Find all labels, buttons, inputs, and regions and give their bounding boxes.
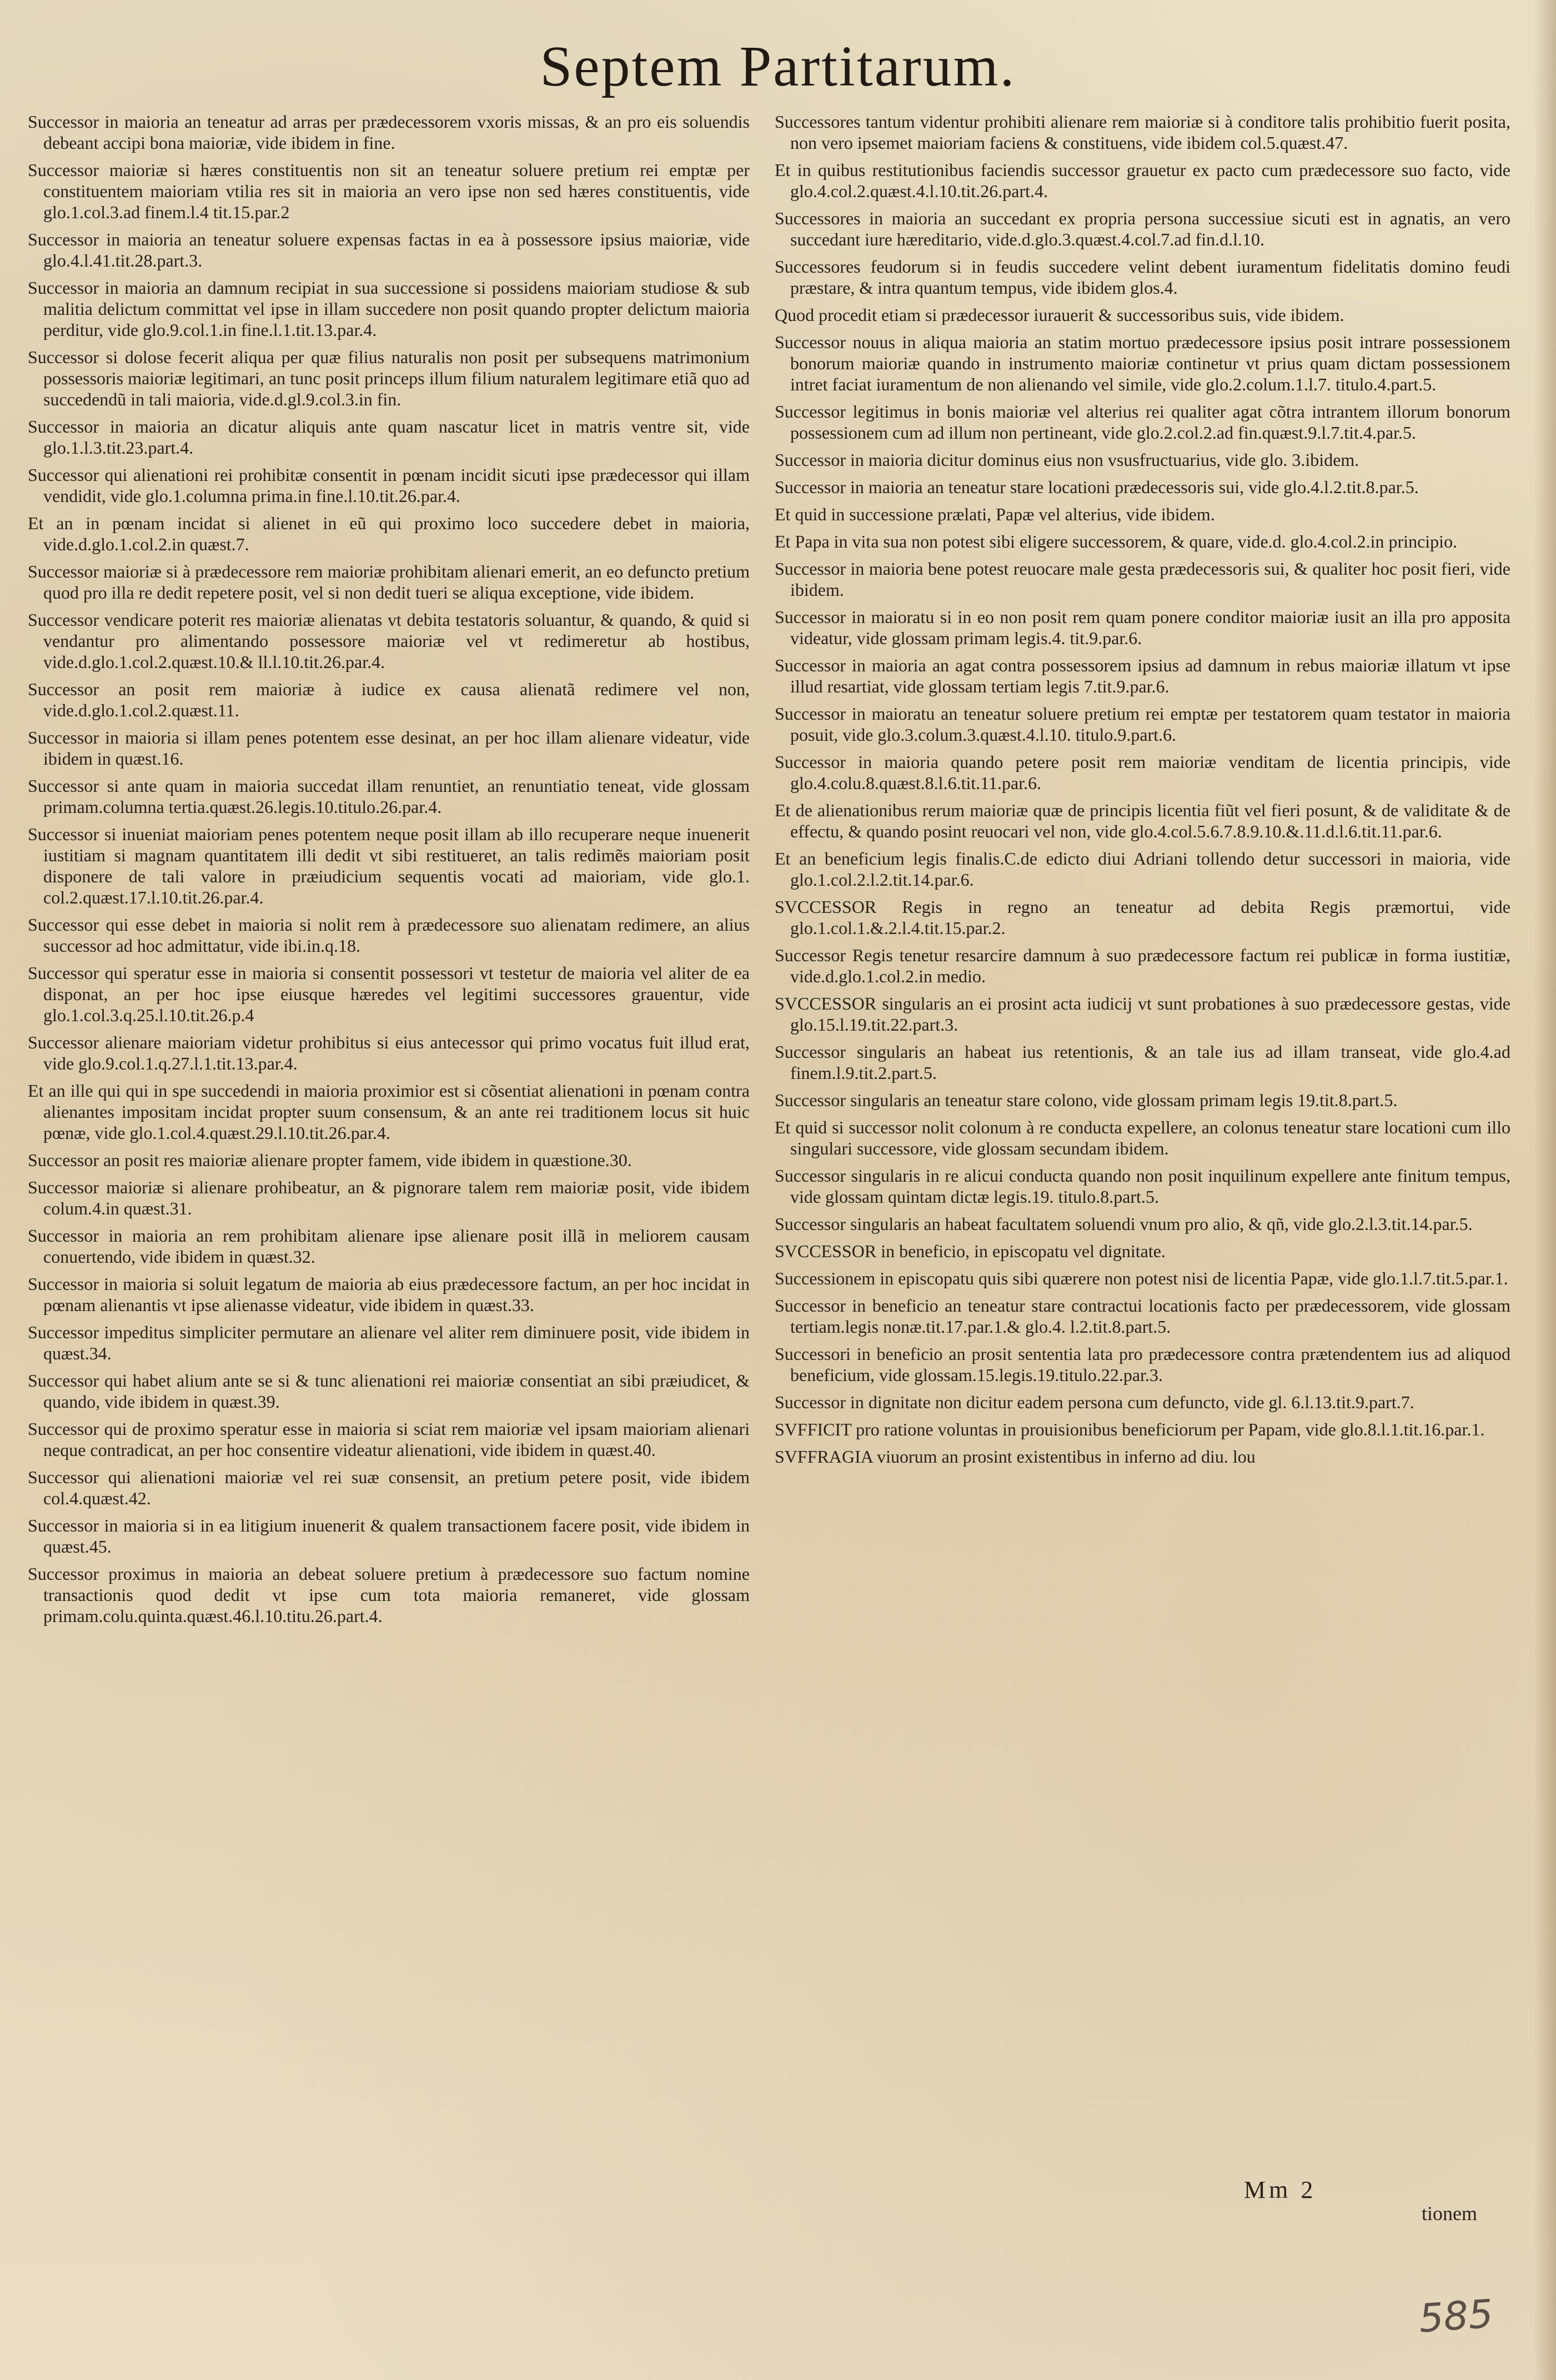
index-entry: Et an beneficium legis finalis.C.de edicto diui Adriani tollendo detur successori in maioria, vide glo.1.col.2.l.2.tit.14.par.6. bbox=[775, 848, 1510, 890]
left-column bbox=[28, 111, 750, 2177]
index-entry: Successor vendicare poterit res maioriæ alienatas vt debita testatoris soluantur, & quando, & quid si vendantur pro alimentando possessore maioriæ vel vt redimeretur ab hostibus, vide.d.glo.1.col.2.quæst.10.& ll.l.10.tit.26.par.4. bbox=[28, 610, 750, 672]
index-entry: Successor in dignitate non dicitur eadem persona cum defuncto, vide gl. 6.l.13.tit.9.part.7. bbox=[775, 1392, 1414, 1412]
index-entry: Successor qui esse debet in maioria si nolit rem à prædecessore suo alienatam redimere, an alius successor ad hoc admittatur, vide ibi.in.q.18. bbox=[28, 915, 750, 956]
index-entry: Successor qui speratur esse in maioria si consentit possessori vt testetur de maioria vel aliter de ea disponat, an per hoc ipse eiusque hæredes vel legitimi successores grauentur, vide glo.1.col.3.q.25.l.10.tit.26.p.4 bbox=[28, 963, 750, 1025]
index-entry: SVFFICIT pro ratione voluntas in prouisionibus beneficiorum per Papam, vide glo.8.l.1.tit.16.par.1. bbox=[775, 1419, 1485, 1439]
index-entry: Successor in maioria si illam penes potentem esse desinat, an per hoc illam alienare videatur, vide ibidem in quæst.16. bbox=[28, 727, 750, 769]
index-entry: Quod procedit etiam si prædecessor iurauerit & successoribus suis, vide ibidem. bbox=[775, 305, 1344, 325]
index-entry: Successor singularis an habeat ius retentionis, & an tale ius ad illam transeat, vide glo.4.ad finem.l.9.tit.2.part.5. bbox=[775, 1042, 1510, 1083]
index-entry: Successor qui habet alium ante se si & tunc alienationi rei maioriæ consentiat an sibi præiudicet, & quando, vide ibidem in quæst.39. bbox=[28, 1370, 750, 1412]
index-entry: Successor singularis in re alicui conducta quando non posit inquilinum expellere ante finitum tempus, vide glossam quintam dictæ legis.19. titulo.8.part.5. bbox=[775, 1166, 1510, 1207]
index-entry: Successor maioriæ si à prædecessore rem maioriæ prohibitam alienari emerit, an eo defuncto pretium quod pro illa re dedit repetere posit, vel si non dedit tueri se aliqua exceptione, vide ibidem. bbox=[28, 561, 750, 602]
index-entry: Successor proximus in maioria an debeat soluere pretium à prædecessore suo factum nomine transactionis quod dedit vt ipse cum tota maioria remaneret, vide glossam primam.colu.quinta.quæst.46.l.10.titu.26.part.4. bbox=[28, 1564, 750, 1626]
index-entry: Successores in maioria an succedant ex propria persona successiue sicuti est in agnatis, an vero succedant iure hæreditario, vide.d.glo.3.quæst.4.col.7.ad fin.d.l.10. bbox=[775, 208, 1510, 249]
index-entry: SVCCESSOR singularis an ei prosint acta iudicij vt sunt probationes à suo prædecessore gestas, vide glo.15.l.19.tit.22.part.3. bbox=[775, 993, 1510, 1035]
index-entry: Successor maioriæ si alienare prohibeatur, an & pignorare talem rem maioriæ posit, vide ibidem colum.4.in quæst.31. bbox=[28, 1177, 750, 1218]
index-entry: Et quid in successione prælati, Papæ vel alterius, vide ibidem. bbox=[775, 504, 1215, 524]
index-entry: Successor in maioria an dicatur aliquis ante quam nascatur licet in matris ventre sit, vide glo.1.l.3.tit.23.part.4. bbox=[28, 416, 750, 458]
index-entry: Successor an posit rem maioriæ à iudice ex causa alienatã redimere vel non, vide.d.glo.1.col.2.quæst.11. bbox=[28, 679, 750, 720]
index-entry: Successor in maioria an damnum recipiat in sua successione si possidens maioriam studiose & sub malitia delictum committat vel ipse in illam succedere non posit quando propter delictum maioria perditur, vide glo.9.col.1.in fine.l.1.tit.13.par.4. bbox=[28, 278, 750, 340]
index-entry: Et Papa in vita sua non potest sibi eligere successorem, & quare, vide.d. glo.4.col.2.in principio. bbox=[775, 531, 1458, 551]
index-entry: Successor in maioratu an teneatur soluere pretium rei emptæ per testatorem quam testator in maioria posuit, vide glo.3.colum.3.quæst.4.l.10. titulo.9.part.6. bbox=[775, 704, 1510, 745]
index-entry: Successor impeditus simpliciter permutare an alienare vel aliter rem diminuere posit, vide ibidem in quæst.34. bbox=[28, 1322, 750, 1363]
index-entry: Successor singularis an teneatur stare colono, vide glossam primam legis 19.tit.8.part.5. bbox=[775, 1090, 1398, 1110]
index-entry: SVCCESSOR in beneficio, in episcopatu vel dignitate. bbox=[775, 1241, 1166, 1261]
index-entry: Successor in maioria quando petere posit rem maioriæ venditam de licentia principis, vide glo.4.colu.8.quæst.8.l.6.tit.11.par.6. bbox=[775, 752, 1510, 793]
index-entry: Successionem in episcopatu quis sibi quærere non potest nisi de licentia Papæ, vide glo.1.l.7.tit.5.par.1. bbox=[775, 1268, 1508, 1288]
index-entry: Successor maioriæ si hæres constituentis non sit an teneatur soluere pretium rei emptæ per constituentem maioriam vtilia res sit in maioria an vero ipse non sed hæres constituentis, vide glo.1.col.3.ad finem.l.4 tit.15.par.2 bbox=[28, 160, 750, 222]
index-entry: Successores feudorum si in feudis succedere velint debent iuramentum fidelitatis domino feudi præstare, & intra quantum tempus, vide ibidem glos.4. bbox=[775, 257, 1510, 298]
index-entry: Successor alienare maioriam videtur prohibitus si eius antecessor qui primo vocatus fuit illud erat, vide glo.9.col.1.q.27.l.1.tit.13.par.4. bbox=[28, 1032, 750, 1073]
index-entry: Successor in maioria dicitur dominus eius non vsusfructuarius, vide glo. 3.ibidem. bbox=[775, 450, 1359, 470]
index-entry: Successor in beneficio an teneatur stare contractui locationis facto per prædecessorem, vide glossam tertiam.legis nonæ.tit.17.par.1.& glo.4. l.2.tit.8.part.5. bbox=[775, 1296, 1510, 1337]
index-entry: Et in quibus restitutionibus faciendis successor grauetur ex pacto cum prædecessore suo facto, vide glo.4.col.2.quæst.4.l.10.tit.26.part.4. bbox=[775, 160, 1510, 201]
catchword: tionem bbox=[1422, 2202, 1477, 2225]
index-entry: Successor an posit res maioriæ alienare propter famem, vide ibidem in quæstione.30. bbox=[28, 1150, 632, 1170]
index-entry: Successor legitimus in bonis maioriæ vel alterius rei qualiter agat cõtra intrantem illorum bonorum possessionem cum ad illum non pertineant, vide glo.2.col.2.ad fin.quæst.9.l.7.tit.4.par.5. bbox=[775, 401, 1510, 443]
index-entry: Et de alienationibus rerum maioriæ quæ de principis licentia fiũt vel fieri posunt, & de validitate & de effectu, & quando posint reuocari vel non, vide glo.4.col.5.6.7.8.9.10.&.11.d.l.6.tit.11.par.6. bbox=[775, 800, 1510, 841]
handwritten-page-number: 585 bbox=[1417, 2291, 1495, 2342]
index-entry: Successor qui alienationi rei prohibitæ consentit in pœnam incidit sicuti ipse prædecessor qui illam vendidit, vide glo.1.columna prima.in fine.l.10.tit.26.par.4. bbox=[28, 465, 750, 506]
index-entry: Successor nouus in aliqua maioria an statim mortuo prædecessore ipsius posit intrare possessionem bonorum maioriæ quando in instrumento maioriæ continetur vt prius quam dictam possessionem intret faciat iuramentum de non alienando vel simile, vide glo.2.colum.1.l.7. titulo.4.part.5. bbox=[775, 332, 1510, 394]
index-entry: Successor qui de proximo speratur esse in maioria si sciat rem maioriæ vel ipsam maioriam alienari neque contradicat, an per hoc consentire videatur alienationi, vide ibidem in quæst.40. bbox=[28, 1419, 750, 1460]
index-entry: Et quid si successor nolit colonum à re conducta expellere, an colonus teneatur stare locationi cum illo singulari successore, vide glossam secundam ibidem. bbox=[775, 1117, 1510, 1158]
index-entry: Successor si ante quam in maioria succedat illam renuntiet, an renuntiatio teneat, vide glossam primam.columna tertia.quæst.26.legis.10.titulo.26.par.4. bbox=[28, 776, 750, 817]
index-entry: SVFFRAGIA viuorum an prosint existentibus in inferno ad diu. lou bbox=[775, 1447, 1256, 1467]
index-entry: Successor si inueniat maioriam penes potentem neque posit illam ab illo recuperare neque inuenerit iustitiam si magnam quantitatem illi dedit vt sibi restitueret, an talis redimẽs maioriam posit disponere de tali valore in præiudicium sequentis vocati ad maioriam, vide glo.1. col.2.quæst.17.l.10.tit.26.par.4. bbox=[28, 824, 750, 907]
index-entry: SVCCESSOR Regis in regno an teneatur ad debita Regis præmortui, vide glo.1.col.1.&.2.l.4.tit.15.par.2. bbox=[775, 897, 1510, 938]
index-entry: Successor in maioria an rem prohibitam alienare ipse alienare posit illã in meliorem causam conuertendo, vide ibidem in quæst.32. bbox=[28, 1226, 750, 1267]
index-entry: Successor in maioria bene potest reuocare male gesta prædecessoris sui, & qualiter hoc posit fieri, vide ibidem. bbox=[775, 559, 1510, 600]
index-entry: Successor in maioria an teneatur soluere expensas factas in ea à possessore ipsius maioriæ, vide glo.4.l.41.tit.28.part.3. bbox=[28, 229, 750, 270]
index-entry: Successor Regis tenetur resarcire damnum à suo prædecessore factum rei publicæ in forma iustitiæ, vide.d.glo.1.col.2.in medio. bbox=[775, 945, 1510, 986]
index-entry: Successor singularis an habeat facultatem soluendi vnum pro alio, & qñ, vide glo.2.l.3.tit.14.par.5. bbox=[775, 1214, 1473, 1234]
index-entry: Et an ille qui qui in spe succedendi in maioria proximior est si cõsentiat alienationi in pœnam contra alienantes impositam incidat propter suum consensum, & an ante rei traditionem locus sit huic pœnæ, vide glo.1.col.4.quæst.29.l.10.tit.26.par.4. bbox=[28, 1081, 750, 1143]
index-entry: Successor in maioratu si in eo non posit rem quam ponere conditor maioriæ iusit an illa pro apposita videatur, vide glossam primam legis.4. tit.9.par.6. bbox=[775, 607, 1510, 648]
index-entry: Successor in maioria si soluit legatum de maioria ab eius prædecessore factum, an per hoc incidat in pœnam alienantis vt ipse alienasse videatur, vide ibidem in quæst.33. bbox=[28, 1274, 750, 1315]
index-entry: Successor si dolose fecerit aliqua per quæ filius naturalis non posit per subsequens matrimonium possessoris maioriæ legitimari, an tunc posit princeps illum filium naturalem legitimare etiã quo ad succedendũ in tali maioria, vide.d.gl.9.col.3.in fin. bbox=[28, 347, 750, 409]
index-entry: Successores tantum videntur prohibiti alienare rem maioriæ si à conditore talis prohibitio fuerit posita, non vero ipsemet maioriam faciens & constituens, vide ibidem col.5.quæst.47. bbox=[775, 112, 1510, 153]
signature-mark: Mm 2 bbox=[1244, 2176, 1317, 2203]
index-entry: Successor in maioria an teneatur ad arras per prædecessorem vxoris missas, & an pro eis soluendis debeant accipi bona maioriæ, vide ibidem in fine. bbox=[28, 112, 750, 153]
index-entry: Successor in maioria an agat contra possessorem ipsius ad damnum in rebus maioriæ illatum vt ipse illud resartiat, vide glossam tertiam legis 7.tit.9.par.6. bbox=[775, 655, 1510, 696]
index-entry: Successori in beneficio an prosit sententia lata pro prædecessore contra prætendentem ius ad aliquod beneficium, vide glossam.15.legis.19.titulo.22.par.3. bbox=[775, 1344, 1510, 1385]
index-entry: Successor in maioria si in ea litigium inuenerit & qualem transactionem facere posit, vide ibidem in quæst.45. bbox=[28, 1515, 750, 1556]
page-title: Septem Partitarum. bbox=[540, 34, 1016, 98]
index-entry: Et an in pœnam incidat si alienet in eũ qui proximo loco succedere debet in maioria, vide.d.glo.1.col.2.in quæst.7. bbox=[28, 513, 750, 554]
right-column bbox=[775, 111, 1510, 2177]
paper-edge bbox=[1534, 0, 1556, 2380]
index-entry: Successor qui alienationi maioriæ vel rei suæ consensit, an pretium petere posit, vide ibidem col.4.quæst.42. bbox=[28, 1467, 750, 1508]
index-entry: Successor in maioria an teneatur stare locationi prædecessoris sui, vide glo.4.l.2.tit.8.par.5. bbox=[775, 477, 1419, 497]
